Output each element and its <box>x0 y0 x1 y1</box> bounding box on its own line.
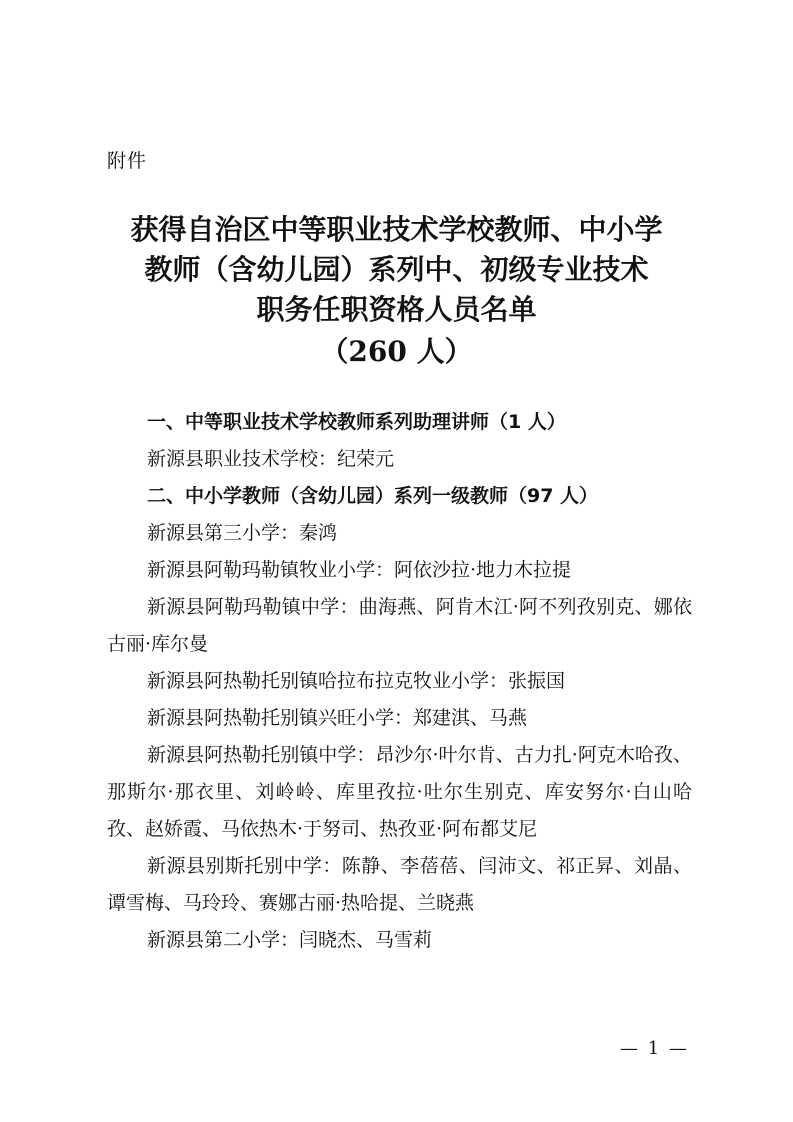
list-item: 新源县职业技术学校：纪荣元 <box>147 448 395 470</box>
title-count: （260 人） <box>320 335 473 368</box>
page-number: — 1 — <box>620 1038 689 1059</box>
list-item: 新源县第二小学：闫晓杰、马雪莉 <box>147 929 433 951</box>
title-line: 获得自治区中等职业技术学校教师、中小学 <box>130 213 663 246</box>
list-item: 新源县阿勒玛勒镇中学：曲海燕、阿肯木江·阿不列孜别克、娜依古丽·库尔曼 <box>107 596 692 655</box>
section-heading: 一、中等职业技术学校教师系列助理讲师（1 人） <box>147 411 566 433</box>
section-heading: 二、中小学教师（含幼儿园）系列一级教师（97 人） <box>147 485 599 507</box>
list-item: 新源县阿热勒托别镇哈拉布拉克牧业小学：张振国 <box>147 670 566 692</box>
list-item: 新源县阿热勒托别镇中学：昂沙尔·叶尔肯、古力扎·阿克木哈孜、那斯尔·那衣里、刘岭岭、库里孜拉·吐尔生别克、库安努尔·白山哈孜、赵娇霞、马依热木·于努司、热孜亚·阿布都艾尼 <box>107 744 692 840</box>
list-item: 新源县第三小学：秦鸿 <box>147 522 338 544</box>
title-line: 职务任职资格人员名单 <box>256 293 537 326</box>
list-item: 新源县阿勒玛勒镇牧业小学：阿依沙拉·地力木拉提 <box>147 559 572 581</box>
title-line: 教师（含幼儿园）系列中、初级专业技术 <box>144 253 649 286</box>
document-title <box>80 210 713 372</box>
list-item: 新源县阿热勒托别镇兴旺小学：郑建淇、马燕 <box>147 707 528 729</box>
attachment-label: 附件 <box>107 150 148 172</box>
list-item: 新源县别斯托别中学：陈静、李蓓蓓、闫沛文、祁正昇、刘晶、谭雪梅、马玲玲、赛娜古丽·热哈提、兰晓燕 <box>107 855 692 914</box>
document-body <box>107 404 692 959</box>
